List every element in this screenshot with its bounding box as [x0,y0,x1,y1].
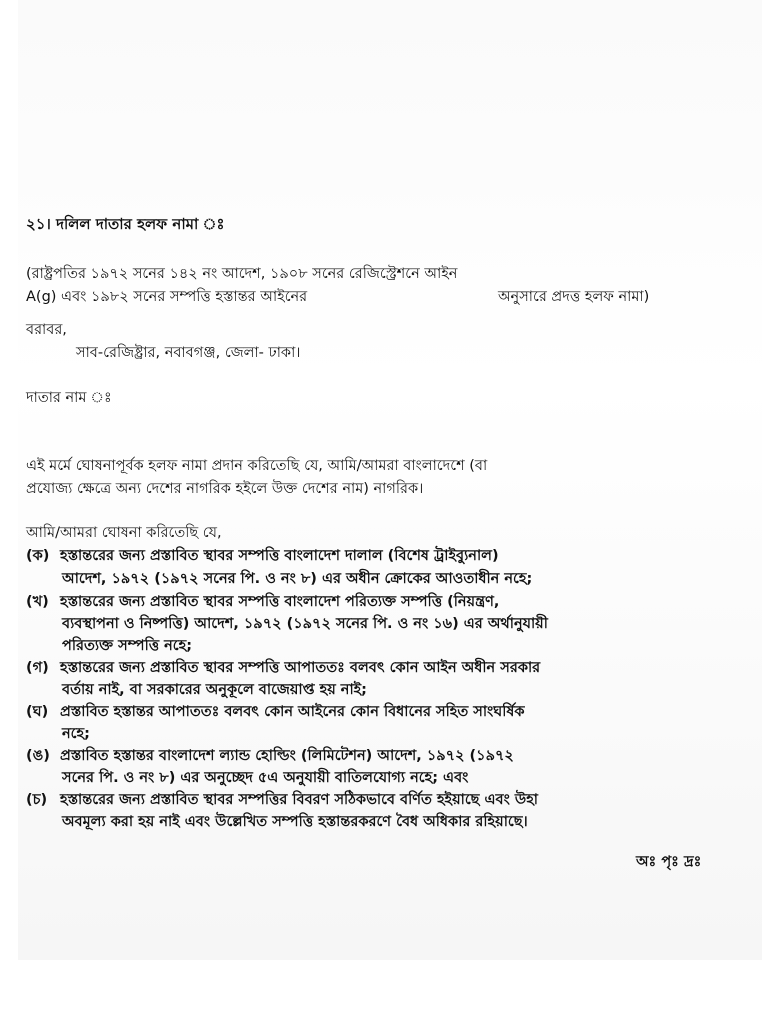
clause-uma [26,746,514,766]
clause-cha-cont: অবমূল্য করা হয় নাই এবং উল্লেখিত সম্পত্তি হস্তান্তরকরণে বৈধ অধিকার রহিয়াছে। [62,814,528,830]
clause-line: প্রস্তাবিত হস্তান্তর আপাততঃ বলবৎ কোন আইনের কোন বিধানের সহিত সাংঘর্ষিক [60,704,525,720]
clause-line: প্রস্তাবিত হস্তান্তর বাংলাদেশ ল্যান্ড হোল্ডিং (লিমিটেশন) আদেশ, ১৯৭২ (১৯৭২ [60,748,514,764]
clause-mark: (ক) [26,548,50,564]
clause-mark: (ঘ) [26,704,49,720]
clause-gha [26,702,525,722]
clause-cha [26,790,538,810]
clause-gha-cont: নহে; [62,726,90,742]
clause-line: হস্তান্তরের জন্য প্রস্তাবিত স্থাবর সম্পত্তি বাংলাদেশ দালাল (বিশেষ ট্রাইব্যুনাল) [60,548,499,564]
clause-ga-cont: বর্তায় নাই, বা সরকারের অনুকূলে বাজেয়াপ্ত হয় নাই; [62,682,367,698]
declaration-line-2: প্রযোজ্য ক্ষেত্রে অন্য দেশের নাগরিক হইলে উক্ত দেশের নাম) নাগরিক। [26,481,424,497]
clause-kha-cont: ব্যবস্থাপনা ও নিষ্পত্তি) আদেশ, ১৯৭২ (১৯৭২ সনের পি. ও নং ১৬) এর অর্থানুযায়ী [62,616,548,632]
declaration-line-1: এই মর্মে ঘোষনাপূর্বক হলফ নামা প্রদান করিতেছি যে, আমি/আমরা বাংলাদেশে (বা [26,458,488,474]
clause-mark: (ঙ) [26,748,50,764]
clause-kha-cont-2: পরিত্যক্ত সম্পত্তি নহে; [62,638,193,654]
donor-name-label: দাতার নাম ঃ [26,390,112,406]
clause-ka [26,546,499,566]
section-heading: ২১। দলিল দাতার হলফ নামা ঃ [26,215,225,233]
page-turn-note: অঃ পৃঃ দ্রঃ [636,854,702,870]
clause-line: হস্তান্তরের জন্য প্রস্তাবিত স্থাবর সম্পত্তি বাংলাদেশ পরিত্যক্ত সম্পত্তি (নিয়ন্ত্রণ, [60,594,500,610]
preamble-line-2-left: A(g) এবং ১৯৮২ সনের সম্পত্তি হস্তান্তর আইনের [26,289,308,305]
preamble-line-1: (রাষ্ট্রপতির ১৯৭২ সনের ১৪২ নং আদেশ, ১৯০৮ সনের রেজিস্ট্রেশনে আইন [26,266,458,282]
clause-ga [26,658,540,678]
clause-line: হস্তান্তরের জন্য প্রস্তাবিত স্থাবর সম্পত্তির বিবরণ সঠিকভাবে বর্ণিত হইয়াছে এবং উহা [60,792,539,808]
clause-uma-cont: সনের পি. ও নং ৮) এর অনুচ্ছেদ ৫এ অনুযায়ী বাতিলযোগ্য নহে; এবং [62,770,469,786]
clause-kha [26,592,499,612]
preamble-line-2-right: অনুসারে প্রদত্ত হলফ নামা) [498,289,650,305]
addressee-label: বরাবর, [26,322,67,338]
addressee: সাব-রেজিষ্ট্রার, নবাবগঞ্জ, জেলা- ঢাকা। [76,345,301,361]
clause-mark: (চ) [26,792,48,808]
clause-ka-cont: আদেশ, ১৯৭২ (১৯৭২ সনের পি. ও নং ৮) এর অধীন ক্রোকের আওতাধীন নহে; [62,571,533,587]
clause-mark: (গ) [26,660,49,676]
clause-mark: (খ) [26,594,49,610]
page-margin [0,960,768,1024]
declaration-intro: আমি/আমরা ঘোষনা করিতেছি যে, [26,525,222,541]
clause-line: হস্তান্তরের জন্য প্রস্তাবিত স্থাবর সম্পত্তি আপাততঃ বলবৎ কোন আইন অধীন সরকার [60,660,541,676]
